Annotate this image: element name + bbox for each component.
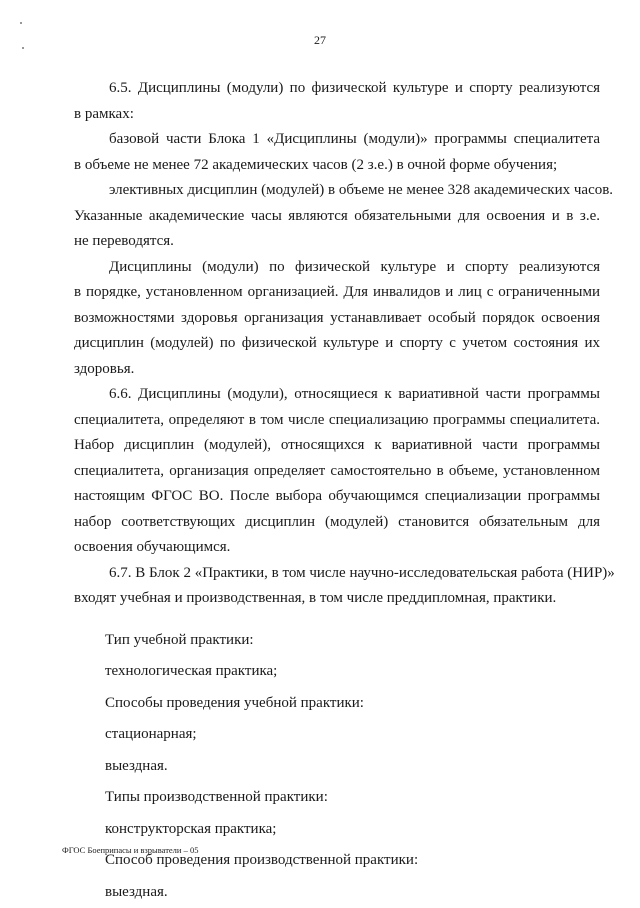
list-item: технологическая практика; — [74, 656, 600, 688]
text-line: Дисциплины (модули) по физической культуре и спорту реализуются — [74, 255, 600, 281]
list-item: выездная. — [74, 877, 600, 908]
text-line: 6.7. В Блок 2 «Практики, в том числе научно-исследовательская работа (НИР)» — [74, 561, 600, 587]
practice-list — [74, 625, 600, 908]
text-line: здоровья. — [74, 357, 600, 383]
text-line: Указанные академические часы являются обязательными для освоения и в з.е. — [74, 204, 600, 230]
page-number: 27 — [0, 33, 640, 48]
paragraph-6-7 — [74, 561, 600, 612]
text-line: элективных дисциплин (модулей) в объеме не менее 328 академических часов. — [74, 178, 600, 204]
list-item: Способ проведения производственной практики: — [74, 845, 600, 877]
list-item: выездная. — [74, 751, 600, 783]
page-footer: ФГОС Боеприпасы и взрыватели – 05 — [62, 845, 198, 855]
document-body — [74, 76, 600, 908]
list-item: Тип учебной практики: — [74, 625, 600, 657]
list-item: конструкторская практика; — [74, 814, 600, 846]
text-line: настоящим ФГОС ВО. После выбора обучающимся специализации программы — [74, 484, 600, 510]
text-line: 6.5. Дисциплины (модули) по физической культуре и спорту реализуются — [74, 76, 600, 102]
text-line: базовой части Блока 1 «Дисциплины (модули)» программы специалитета — [74, 127, 600, 153]
text-line: входят учебная и производственная, в том числе преддипломная, практики. — [74, 586, 600, 612]
list-item: Типы производственной практики: — [74, 782, 600, 814]
list-item: Способы проведения учебной практики: — [74, 688, 600, 720]
text-line: 6.6. Дисциплины (модули), относящиеся к вариативной части программы — [74, 382, 600, 408]
scan-speck — [20, 22, 22, 24]
text-line: дисциплин (модулей) по физической культуре и спорту с учетом состояния их — [74, 331, 600, 357]
paragraph-6-5 — [74, 76, 600, 127]
paragraph-6-6 — [74, 382, 600, 561]
text-line: Набор дисциплин (модулей), относящихся к вариативной части программы — [74, 433, 600, 459]
text-line: возможностями здоровья организация устанавливает особый порядок освоения — [74, 306, 600, 332]
text-line: специалитета, организация определяет самостоятельно в объеме, установленном — [74, 459, 600, 485]
text-line: освоения обучающимся. — [74, 535, 600, 561]
text-line: специалитета, определяют в том числе специализацию программы специалитета. — [74, 408, 600, 434]
paragraph-disabled-persons — [74, 255, 600, 383]
text-line: в рамках: — [74, 102, 600, 128]
paragraph-elective — [74, 178, 600, 255]
text-line: не переводятся. — [74, 229, 600, 255]
text-line: набор соответствующих дисциплин (модулей) становится обязательным для — [74, 510, 600, 536]
paragraph-basic-part — [74, 127, 600, 178]
list-item: стационарная; — [74, 719, 600, 751]
text-line: в порядке, установленном организацией. Для инвалидов и лиц с ограниченными — [74, 280, 600, 306]
text-line: в объеме не менее 72 академических часов (2 з.е.) в очной форме обучения; — [74, 153, 600, 179]
